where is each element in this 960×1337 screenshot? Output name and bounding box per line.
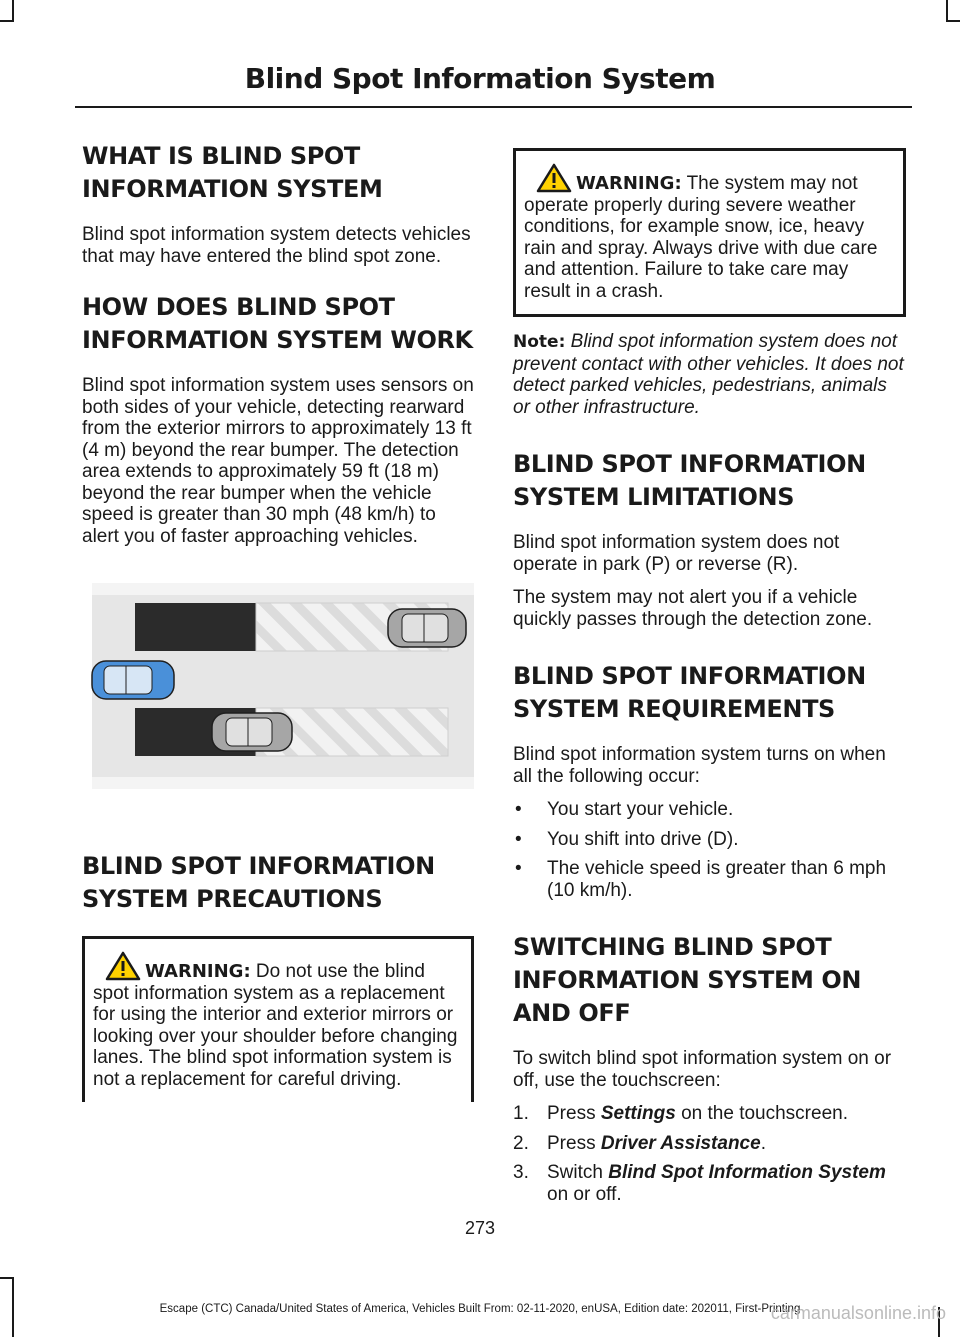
paragraph-requirements-intro: Blind spot information system turns on when all the following occur: <box>513 744 886 787</box>
list-item <box>513 1162 906 1205</box>
page-number: 273 <box>464 1218 496 1238</box>
right-column <box>513 140 906 1213</box>
ui-term-settings: Settings <box>600 1103 676 1124</box>
crop-mark <box>12 0 14 22</box>
heading-line: HOW DOES BLIND SPOT <box>82 293 395 321</box>
step-text: on the touchscreen. <box>675 1103 848 1124</box>
paragraph-limitations-1: Blind spot information system does not operate in park (P) or reverse (R). <box>513 532 840 575</box>
note-label: Note: <box>513 332 566 352</box>
page-footer: Escape (CTC) Canada/United States of America, Vehicles Built From: 02-11-2020, enUSA, Edition date: 202011, First-Printing <box>159 1303 801 1315</box>
own-vehicle-icon <box>92 661 174 699</box>
requirements-list <box>513 799 906 901</box>
paragraph-how-does: Blind spot information system uses sensors on both sides of your vehicle, detecting rearward from the exterior mirrors to approximately 13 ft (4 m) beyond the rear bumper. The detection area extends to approximately 59 ft (18 m) beyond the rear bumper when the vehicle speed is greater than 30 mph (48 km/h) to alert you of faster approaching vehicles. <box>82 375 474 547</box>
section-heading-how-does <box>82 291 474 357</box>
section-heading-switching <box>513 931 906 1030</box>
header-rule <box>75 106 912 108</box>
heading-line: BLIND SPOT INFORMATION <box>82 852 435 880</box>
crop-mark <box>0 20 14 22</box>
blind-spot-zone-upper <box>135 603 256 651</box>
step-text: on or off. <box>547 1183 622 1205</box>
warning-box-weather <box>513 148 906 317</box>
crop-mark <box>946 0 948 22</box>
step-text: Press <box>547 1132 601 1154</box>
warning-triangle-icon <box>536 163 572 193</box>
warning-label: WARNING: <box>145 961 251 982</box>
heading-line: AND OFF <box>513 999 631 1027</box>
page-header-title: Blind Spot Information System <box>244 62 716 95</box>
section-heading-requirements <box>513 660 906 726</box>
list-item: • You start your vehicle. <box>513 799 906 821</box>
heading-line: WHAT IS BLIND SPOT <box>82 142 360 170</box>
heading-line: INFORMATION SYSTEM ON <box>513 966 862 994</box>
left-column <box>82 140 474 1102</box>
list-item <box>513 1103 906 1125</box>
paragraph-what-is: Blind spot information system detects vehicles that may have entered the blind spot zone. <box>82 224 471 267</box>
list-item: • You shift into drive (D). <box>513 829 906 851</box>
warning-box-precautions <box>82 936 474 1102</box>
heading-line: INFORMATION SYSTEM <box>82 175 383 203</box>
step-number: 3. <box>513 1162 529 1183</box>
adjacent-vehicle-icon <box>212 713 292 751</box>
road-edge <box>92 777 474 789</box>
heading-line: BLIND SPOT INFORMATION <box>513 450 866 478</box>
heading-line: SYSTEM LIMITATIONS <box>513 483 795 511</box>
step-number: 2. <box>513 1132 529 1154</box>
heading-line: SYSTEM REQUIREMENTS <box>513 695 835 723</box>
detection-zone-illustration <box>82 583 474 789</box>
list-item: • The vehicle speed is greater than 6 mph (10 km/h). <box>513 858 906 901</box>
list-item <box>513 1133 906 1155</box>
heading-line: INFORMATION SYSTEM WORK <box>82 326 473 354</box>
warning-label: WARNING: <box>576 173 682 194</box>
step-text: Switch <box>547 1162 609 1183</box>
section-heading-precautions <box>82 850 474 916</box>
note-text: Blind spot information system does not prevent contact with other vehicles. It does not detect parked vehicles, pedestrians, animals or other infrastructure. <box>513 331 904 418</box>
warning-text: Do not use the blind spot information system as a replacement for using the interior and exterior mirrors or looking over your shoulder before changing lanes. The blind spot information system is not a replacement for careful driving. <box>93 961 458 1090</box>
paragraph-switching-intro: To switch blind spot information system on or off, use the touchscreen: <box>513 1048 892 1091</box>
switching-steps <box>513 1103 906 1205</box>
heading-line: BLIND SPOT INFORMATION <box>513 662 866 690</box>
road-edge <box>92 583 474 595</box>
watermark: carmanualsonline.info <box>770 1303 946 1323</box>
ui-term-blind-spot-information-system: Blind Spot Information System <box>608 1162 886 1183</box>
step-text: . <box>760 1132 766 1154</box>
note-paragraph <box>513 331 906 418</box>
heading-line: SYSTEM PRECAUTIONS <box>82 885 383 913</box>
step-text: Press <box>547 1103 601 1124</box>
approaching-vehicle-icon <box>388 609 466 647</box>
warning-triangle-icon <box>105 951 141 981</box>
section-heading-limitations <box>513 448 906 514</box>
ui-term-driver-assistance: Driver Assistance <box>600 1132 761 1154</box>
crop-mark <box>946 20 960 22</box>
warning-text: The system may not operate properly during severe weather conditions, for example snow, ice, heavy rain and spray. Always drive with due care and attention. Failure to take care may result in a crash. <box>524 173 878 302</box>
paragraph-limitations-2: The system may not alert you if a vehicle quickly passes through the detection zone. <box>513 587 873 630</box>
detection-zone-diagram <box>82 583 474 794</box>
section-heading-what-is <box>82 140 474 206</box>
step-number: 1. <box>513 1103 529 1124</box>
heading-line: SWITCHING BLIND SPOT <box>513 933 832 961</box>
crop-mark <box>0 1277 14 1279</box>
